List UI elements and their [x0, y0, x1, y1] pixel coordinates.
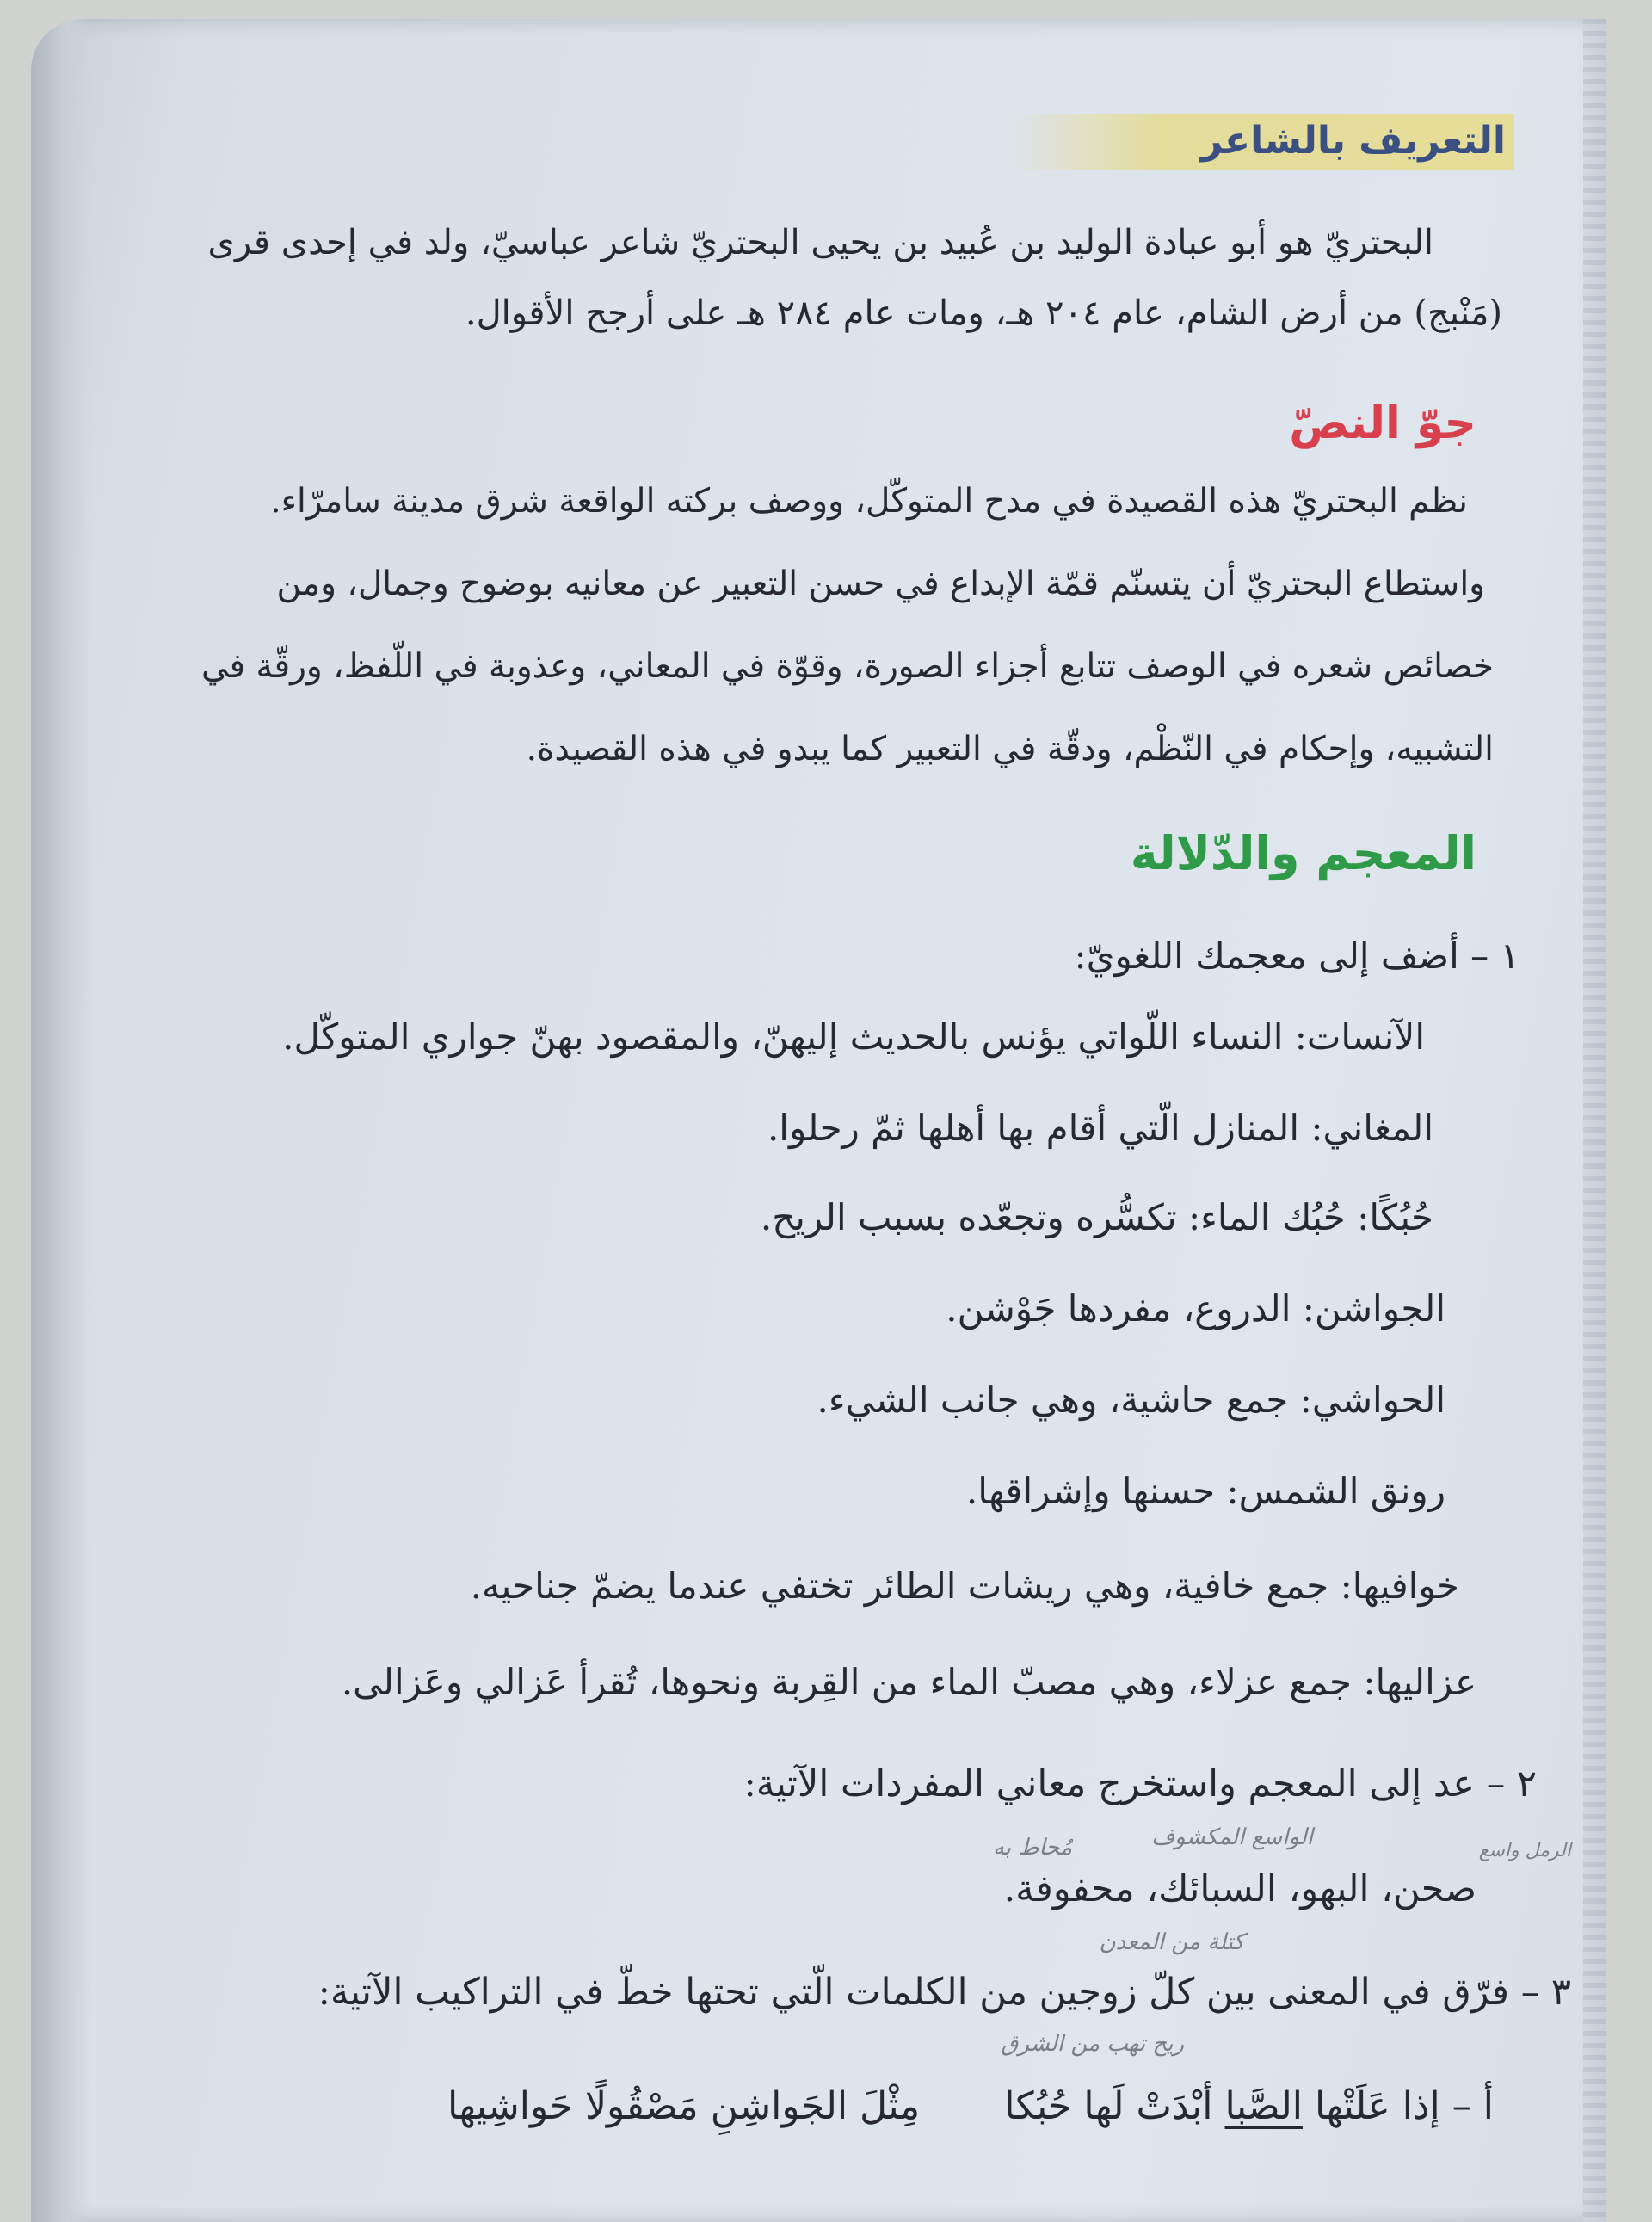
question-3: ٣ – فرّق في المعنى بين كلّ زوجين من الكلمات الّتي تحتها خطّ في التراكيب الآتية: — [317, 1971, 1571, 2014]
question-2: ٢ – عد إلى المعجم واستخرج معاني المفردات الآتية: — [743, 1762, 1537, 1805]
poet-line-1: البحتريّ هو أبو عبادة الوليد بن عُبيد بن يحيى البحتريّ شاعر عباسيّ، ولد في إحدى قرى — [207, 223, 1433, 262]
verse-part-1c: أبْدَتْ لَها حُبُكا — [1004, 2084, 1225, 2128]
context-line-4: التشبيه، وإحكام في النّظْم، ودقّة في التعبير كما يبدو في هذه القصيدة. — [526, 730, 1494, 768]
definition-8: عزاليها: جمع عزلاء، وهي مصبّ الماء من القِربة ونحوها، تُقرأ عَزالي وعَزالى. — [341, 1661, 1476, 1703]
question-2-words: صحن، البهو، السبائك، محفوفة. — [1003, 1867, 1476, 1910]
verse-line — [447, 2084, 1494, 2130]
question-1: ١ – أضف إلى معجمك اللغويّ: — [1074, 935, 1519, 977]
definition-4: الجواشن: الدروع، مفردها جَوْشن. — [946, 1287, 1446, 1330]
definition-3: حُبُكًا: حُبُك الماء: تكسُّره وتجعّده بسبب الريح. — [760, 1196, 1433, 1238]
definition-5: الحواشي: جمع حاشية، وهي جانب الشيء. — [817, 1379, 1446, 1421]
verse-underlined-word: الصَّبا — [1224, 2084, 1303, 2128]
handwritten-note-2: مُحاط به — [992, 1835, 1072, 1861]
definition-6: رونق الشمس: حسنها وإشراقها. — [965, 1470, 1446, 1512]
definition-2: المغاني: المنازل الّتي أقام بها أهلها ثمّ رحلوا. — [767, 1107, 1433, 1149]
context-line-2: واستطاع البحتريّ أن يتسنّم قمّة الإبداع في حسن التعبير عن معانيه بوضوح وجمال، ومن — [276, 565, 1485, 603]
handwritten-note-5: الرمل واسع — [1478, 1840, 1571, 1861]
poet-line-2: (مَنْبج) من أرض الشام، عام ٢٠٤ هـ، ومات عام ٢٨٤ هـ على أرجح الأقوال. — [465, 293, 1502, 333]
verse-part-2: مِثْلَ الجَواشِنِ مَصْقُولًا حَواشِيها — [447, 2084, 921, 2128]
page-content — [31, 19, 1606, 2222]
definition-1: الآنسات: النساء اللّواتي يؤنس بالحديث إليهنّ، والمقصود بهنّ جواري المتوكّل. — [282, 1015, 1425, 1058]
context-line-1: نظم البحتريّ هذه القصيدة في مدح المتوكّل، ووصف بركته الواقعة شرق مدينة سامرّاء. — [270, 482, 1468, 521]
verse-part-1a: إذا عَلَتْها — [1302, 2084, 1440, 2128]
context-section-title: جوّ النصّ — [1289, 398, 1476, 449]
verse-label: أ – — [1452, 2084, 1494, 2128]
book-page — [31, 19, 1606, 2222]
lexicon-section-title: المعجم والدّلالة — [1130, 826, 1476, 880]
context-line-3: خصائص شعره في الوصف تتابع أجزاء الصورة، وقوّة في المعاني، وعذوبة في اللّفظ، ورقّة في — [200, 647, 1494, 686]
definition-7: خوافيها: جمع خافية، وهي ريشات الطائر تختفي عندما يضمّ جناحيه. — [470, 1565, 1459, 1607]
handwritten-note-3: كتلة من المعدن — [1099, 1929, 1244, 1955]
poet-section-title: التعريف بالشاعر — [1012, 114, 1514, 170]
handwritten-note-1: الواسع المكشوف — [1151, 1824, 1313, 1850]
handwritten-note-4: ريح تهب من الشرق — [1001, 2031, 1184, 2057]
